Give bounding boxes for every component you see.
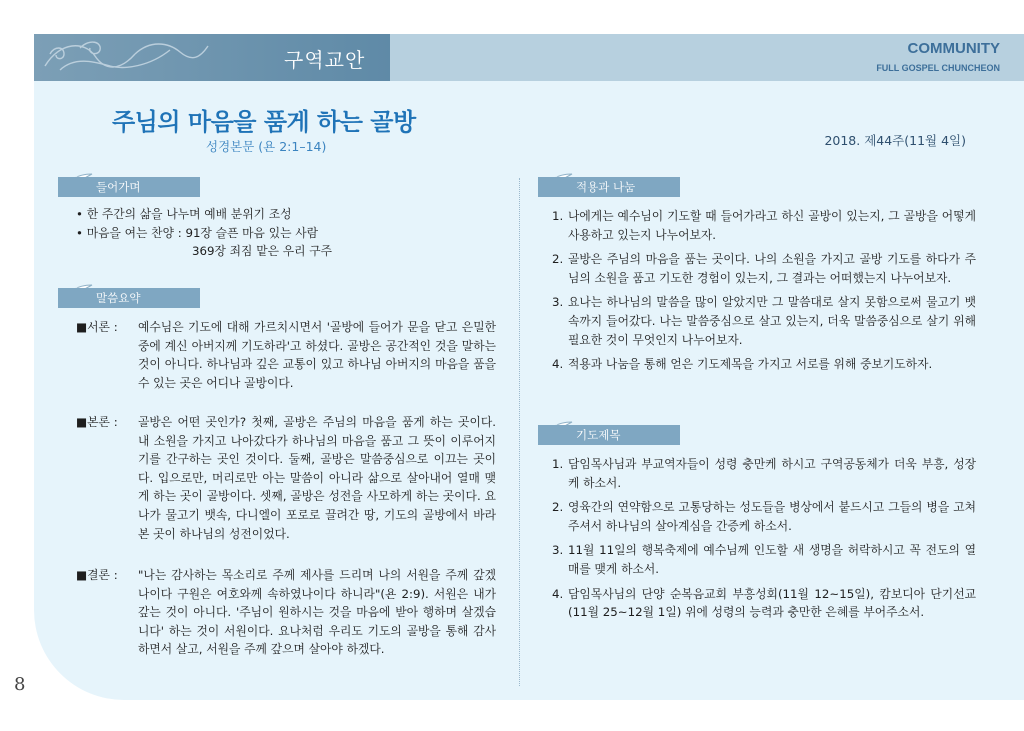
prayer-list xyxy=(552,455,976,628)
item-text: 11월 11일의 행복축제에 예수님께 인도할 새 생명을 허락하시고 꼭 전도의 열매를 맺게 하소서. xyxy=(568,543,976,576)
summary-key: ■서론 : xyxy=(76,320,118,334)
scripture-reference: 성경본문 (욘 2:1–14) xyxy=(206,139,327,154)
summary-key: ■결론 : xyxy=(76,568,118,582)
list-item xyxy=(552,250,976,287)
section-label-summary: 말씀요약 xyxy=(58,288,200,308)
community-label: COMMUNITY xyxy=(907,40,1000,57)
item-number: 2. xyxy=(552,252,564,267)
section-title: 구역교안 xyxy=(284,48,366,72)
intro-line: • 한 주간의 삶을 나누며 예배 분위기 조성 xyxy=(76,207,292,221)
list-item xyxy=(552,498,976,535)
list-item xyxy=(552,585,976,622)
lesson-date: 2018. 제44주(11월 4일) xyxy=(824,133,966,148)
list-item xyxy=(552,355,976,374)
item-text: 영육간의 연약함으로 고통당하는 성도들을 병상에서 붙드시고 그들의 병을 고쳐주셔서 하나님의 살아계심을 간증케 하소서. xyxy=(568,500,976,533)
item-number: 2. xyxy=(552,500,564,515)
item-text: 담임목사님과 부교역자들이 성령 충만케 하시고 구역공동체가 더욱 부흥, 성장케 하소서. xyxy=(568,457,976,490)
summary-text: 예수님은 기도에 대해 가르치시면서 '골방에 들어가 문을 닫고 은밀한 중에 계신 아버지께 기도하라'고 하셨다. 골방은 공간적인 것을 말하는 것이 아니다. 하나님과 깊은 교통이 있고 하나님 아버지의 마음을 품을 수 있는 곳은 어디나 골방이다. xyxy=(138,320,496,390)
item-text: 적용과 나눔을 통해 얻은 기도제목을 가지고 서로를 위해 중보기도하자. xyxy=(568,357,933,372)
summary-text: "나는 감사하는 목소리로 주께 제사를 드리며 나의 서원을 주께 갚겠나이다 구원은 여호와께 속하였나이다 하니라"(욘 2:9). 서원은 내가 갚는 것이 아니다. '주님이 원하시는 것을 마음에 받아 행하며 살겠습니다' 하는 것이 서원이다. 요나처럼 우리도 기도의 골방을 통해 감사하면서 살고, 서원을 주께 갚으며 살아야 하겠다. xyxy=(138,568,496,657)
item-text: 골방은 주님의 마음을 품는 곳이다. 나의 소원을 가지고 골방 기도를 하다가 주님의 소원을 품고 기도한 경험이 있는지, 그 결과는 어떠했는지 나누어보자. xyxy=(568,252,976,285)
section-label-prayer: 기도제목 xyxy=(538,425,680,445)
item-text: 나에게는 예수님이 기도할 때 들어가라고 하신 골방이 있는지, 그 골방을 어떻게 사용하고 있는지 나누어보자. xyxy=(568,209,976,242)
item-text: 요나는 하나님의 말씀을 많이 알았지만 그 말씀대로 살지 못함으로써 물고기 뱃속까지 들어갔다. 나는 말씀중심으로 살고 있는지, 더욱 말씀중심으로 살기 위해 필요한 것이 무엇인지 나누어보자. xyxy=(568,295,976,347)
list-item xyxy=(552,455,976,492)
item-text: 담임목사님의 단양 순복음교회 부흥성회(11월 12~15일), 캄보디아 단기선교(11월 25~12월 1일) 위에 성령의 능력과 충만한 은혜를 부어주소서. xyxy=(568,586,976,620)
page-number: 8 xyxy=(14,674,26,695)
item-number: 4. xyxy=(552,357,564,372)
apply-list xyxy=(552,207,976,380)
section-label-apply: 적용과 나눔 xyxy=(538,177,680,197)
intro-line: 369장 죄짐 맡은 우리 구주 xyxy=(192,244,333,259)
summary-text: 골방은 어떤 곳인가? 첫째, 골방은 주님의 마음을 품게 하는 곳이다. 내 소원을 가지고 나아갔다가 하나님의 마음을 품고 그 뜻이 이루어지기를 간구하는 곳인 것이다. 둘째, 골방은 말씀중심으로 이끄는 곳이다. 입으로만, 머리로만 아는 말씀이 아니라 삶으로 살아내어 열매 맺게 하는 곳이 골방이다. 셋째, 골방은 성전을 사모하게 하는 곳이다. 요나가 물고기 뱃속, 다니엘이 포로로 끌려간 땅, 기도의 골방에서 바라본 곳이 하나님의 성전이었다. xyxy=(138,415,496,541)
list-item xyxy=(552,541,976,578)
list-item xyxy=(552,207,976,244)
section-label-intro: 들어가며 xyxy=(58,177,200,197)
church-name: FULL GOSPEL CHUNCHEON xyxy=(876,63,1000,73)
item-number: 1. xyxy=(552,209,564,223)
lesson-title: 주님의 마음을 품게 하는 골방 xyxy=(112,107,416,136)
column-divider xyxy=(519,178,520,686)
swirl-ornament-icon xyxy=(40,36,210,78)
intro-block xyxy=(76,205,496,261)
item-number: 4. xyxy=(552,586,564,601)
summary-conclusion xyxy=(76,566,496,659)
item-number: 3. xyxy=(552,543,564,558)
intro-line: • 마음을 여는 찬양 : 91장 슬픈 마음 있는 사람 xyxy=(76,225,319,240)
item-number: 1. xyxy=(552,457,564,471)
summary-body xyxy=(76,413,496,543)
list-item xyxy=(552,293,976,349)
summary-key: ■본론 : xyxy=(76,415,118,429)
item-number: 3. xyxy=(552,295,564,310)
summary-intro xyxy=(76,318,496,392)
